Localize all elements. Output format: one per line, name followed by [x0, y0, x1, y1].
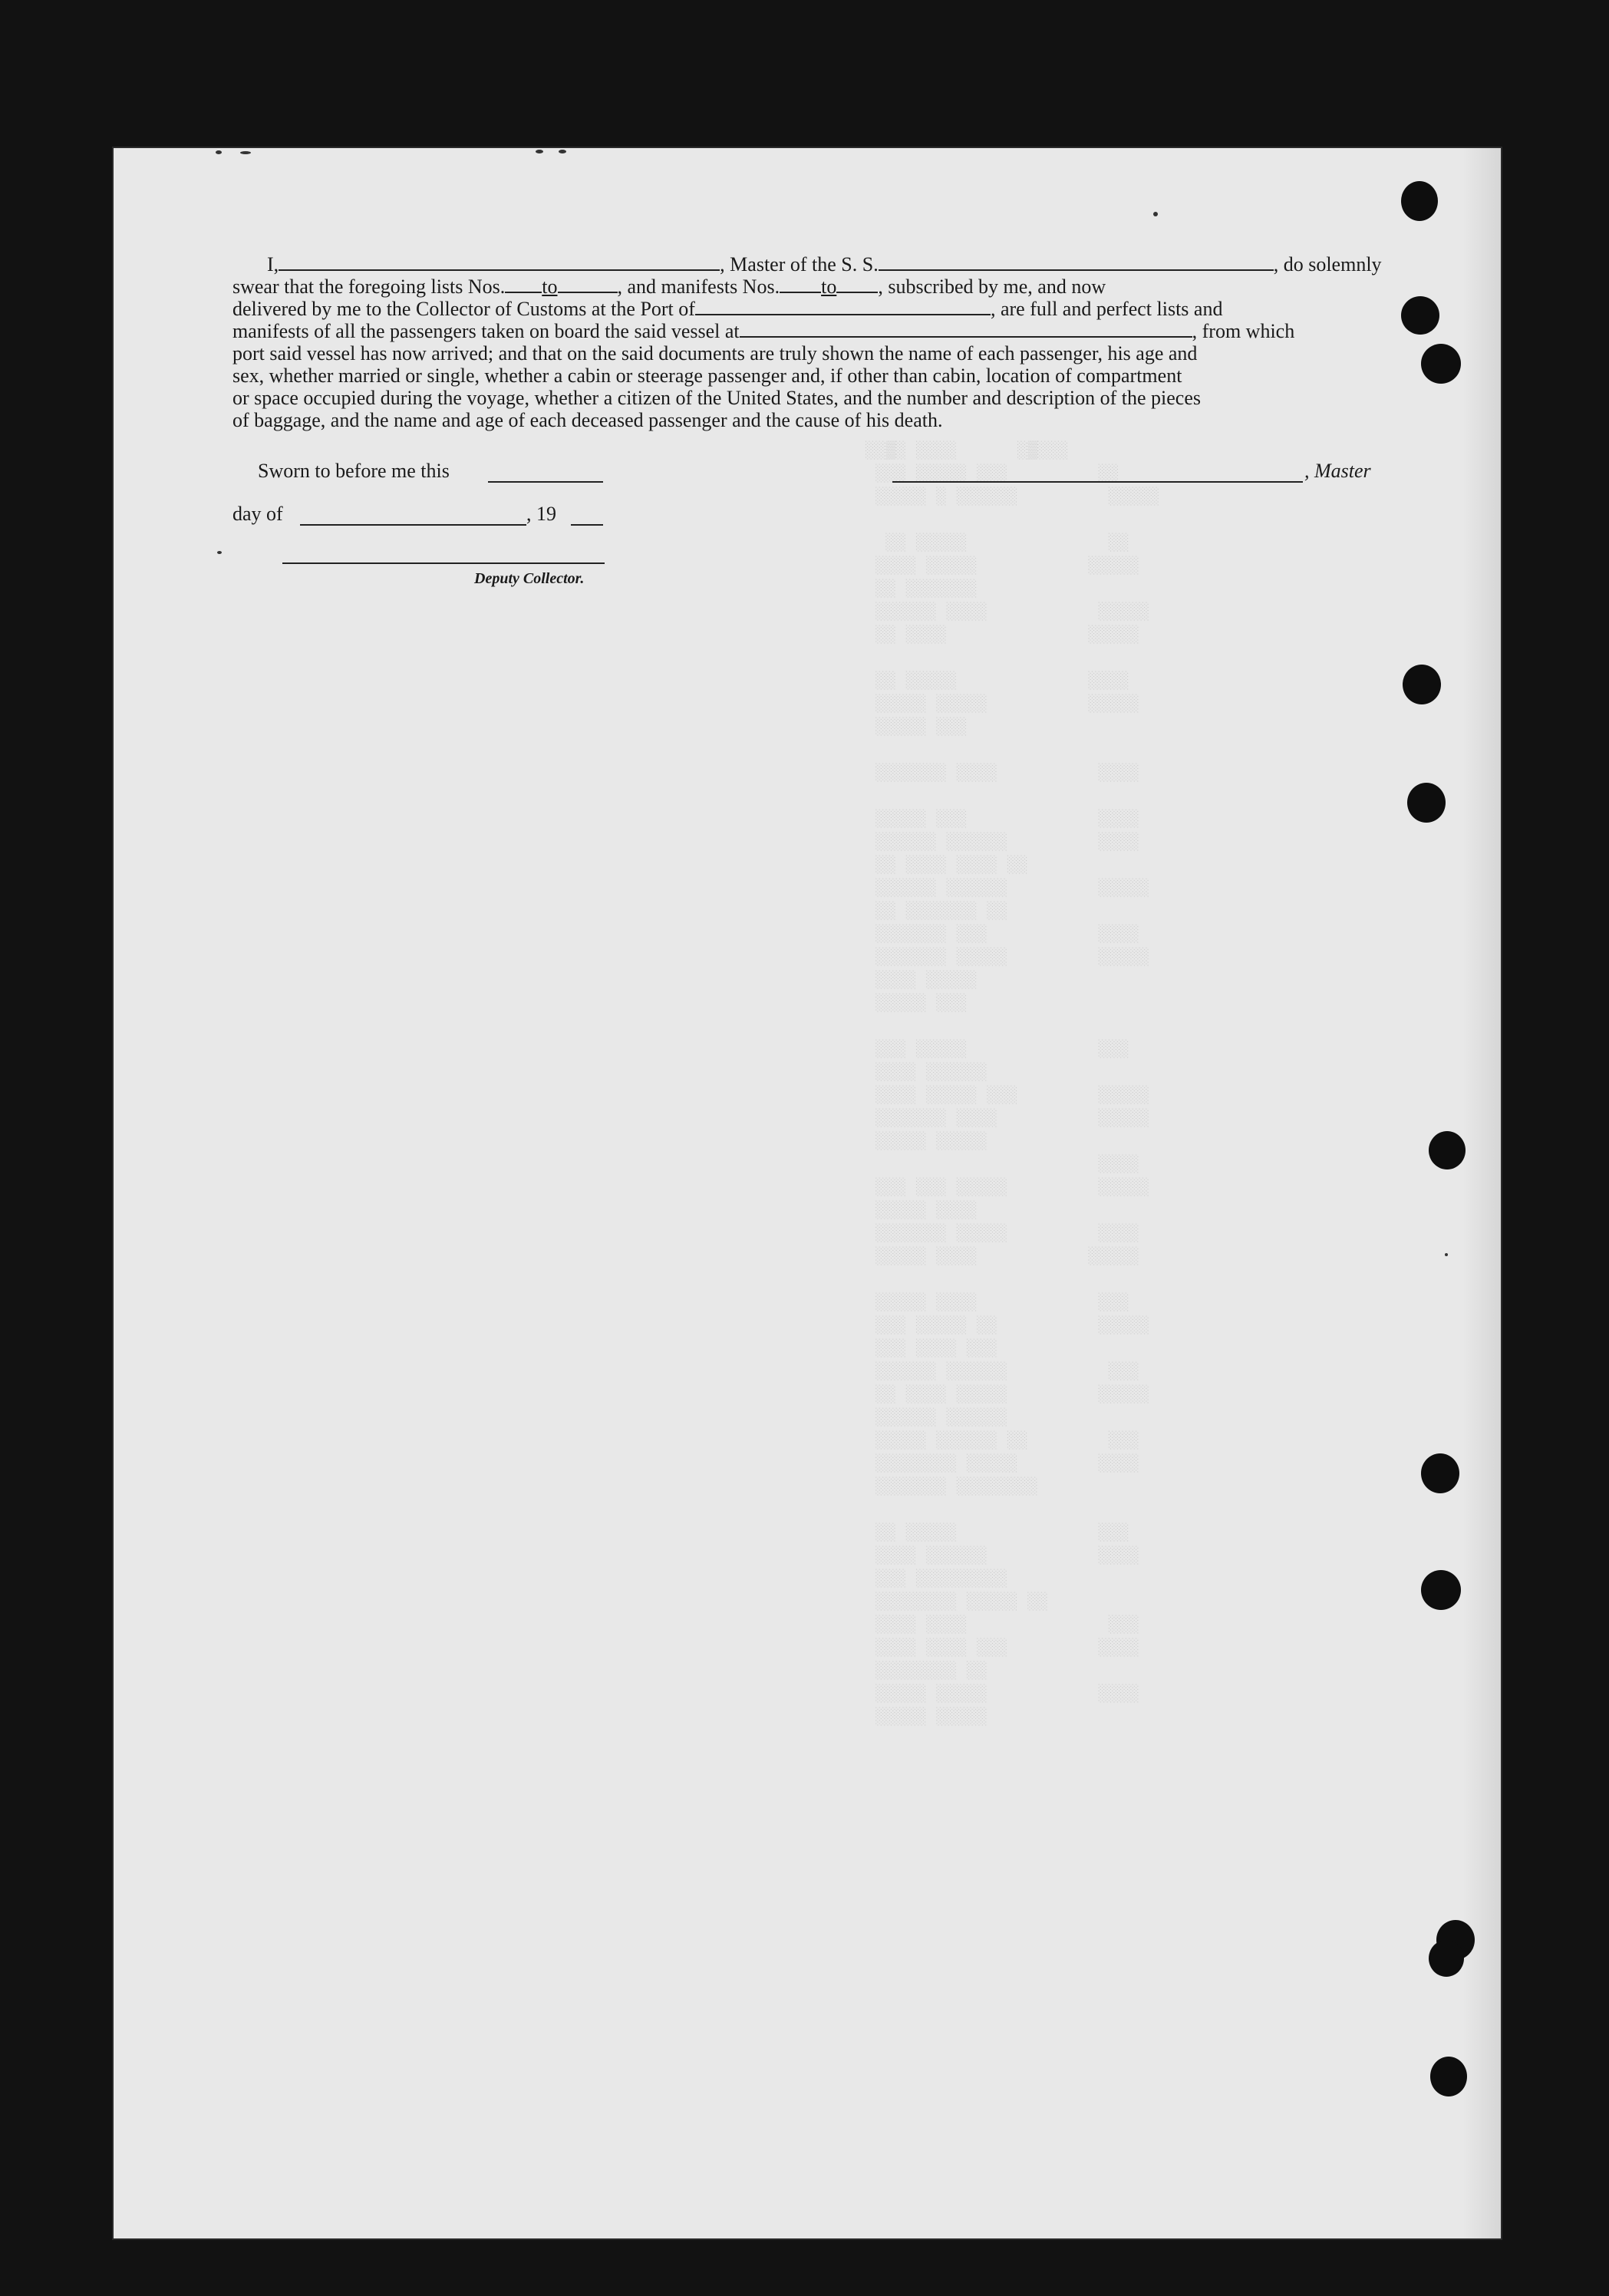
- manifests-nos-label: , and manifests Nos.: [617, 275, 780, 298]
- taken-on-board-label: manifests of all the passengers taken on board the said vessel at: [232, 320, 740, 342]
- punch-hole: [1421, 344, 1461, 384]
- oath-line-8: of baggage, and the name and age of each deceased passenger and the cause of his death.: [232, 409, 943, 431]
- lists-to-label: to: [542, 275, 558, 298]
- deputy-collector-label: Deputy Collector.: [474, 570, 585, 587]
- ink-speck: [217, 551, 222, 554]
- oath-line-7: or space occupied during the voyage, whether a citizen of the United States, and the number and description of the pieces: [232, 387, 1202, 409]
- punch-hole: [1401, 181, 1438, 221]
- punch-hole: [1429, 1131, 1466, 1169]
- oath-line-6: sex, whether married or single, whether a cabin or steerage passenger and, if other than cabin, location of compartment: [232, 365, 1182, 387]
- oath-line-4: [232, 320, 1487, 342]
- year-blank: [571, 524, 603, 526]
- punch-hole: [1407, 783, 1446, 823]
- lists-to-blank: [558, 291, 618, 293]
- master-signature-blank: [892, 481, 1303, 483]
- ship-name-blank: [879, 269, 1274, 271]
- bleed-through-texture: ░░▒░ ░░░░ ░▒░░░ ░░░ ░░░░░ ░░░ ░░ ░░░░░ ░ ░░░░░░ ░░░░░ ░░ ░░░░░ ░░ ░░░░ ░░░░░ ░░░░░ ░░ ░░░░░░░ ░░░░░░ ░░░░ ░░░░░ ░░ ░░░░ ░░░░░ ░░ ░░░░░ ░░░░ ░░░░░ ░░░░░ ░░░░░ ░░░░░ ░░░ ░░░░░░░ ░░░░ ░░░░ ░░░░░ ░░░ ░░░░ ░░░░░░ ░░░░░░ ░░░░ ░░ ░░░░ ░░░░ ░░ ░░░░░░ ░░░░░░ ░░░░░ ░░ ░░░░░░░ ░░ ░░░░░░░ ░░░ ░░░░ ░░░░░░░ ░░░░░ ░░░░░ ░░░░ ░░░░░ ░░░░░ ░░░ ░░░ ░░░░░ ░░░ ░░░░ ░░░░░░ ░░░░ ░░░░░ ░░░ ░░░░░ ░░░░░░░ ░░░░ ░░░░░ ░░░░░ ░░░░░ ░░░░ ░░░ ░░░ ░░░░░ ░░░░░ ░░░░░ ░░░░ ░░░░░░░ ░░░░░ ░░░░ ░░░░░ ░░░░ ░░░░░ ░░░░░ ░░░░ ░░░ ░░░ ░░░░░ ░░ ░░░░░ ░░░ ░░░░ ░░░ ░░░░░░ ░░░░░░ ░░░ ░░ ░░░░ ░░░░░ ░░░░░ ░░░░░░ ░░░░░░ ░░░░░ ░░░░░░ ░░ ░░░ ░░░░░░░░ ░░░░░ ░░░░ ░░░░░░░ ░░░░░░░░ ░░ ░░░░░ ░░░ ░░░░ ░░░░░░ ░░░░ ░░░ ░░░░░░░░░ ░░░░░░░░ ░░░░░ ░░ ░░░░ ░░░░ ░░░ ░░░░ ░░░░ ░░░ ░░░░ ░░░░░░░░ ░░ ░░░░░ ░░░░░ ░░░░ ░░░░░ ░░░░░: [865, 441, 1159, 1727]
- port-of-label: delivered by me to the Collector of Customs at the Port of: [232, 298, 695, 320]
- oath-line-5: port said vessel has now arrived; and that on the said documents are truly shown the name of each passenger, his age and: [232, 342, 1198, 365]
- subscribed-label: , subscribed by me, and now: [878, 275, 1106, 298]
- punch-hole: [1429, 1940, 1464, 1977]
- master-of-ss-label: , Master of the S. S.: [720, 253, 879, 275]
- ink-speck: [536, 150, 543, 153]
- punch-hole: [1430, 2057, 1467, 2096]
- oath-line-3: [232, 298, 1487, 320]
- port-name-blank: [695, 313, 991, 315]
- oath-line-1: [232, 253, 1487, 275]
- punch-hole: [1421, 1453, 1459, 1493]
- ink-speck: [1445, 1253, 1448, 1256]
- deputy-collector-signature-blank: [282, 562, 605, 564]
- punch-hole: [1421, 1570, 1461, 1610]
- oath-line-2: [232, 275, 1487, 298]
- paper-sheet: [114, 148, 1501, 2238]
- sworn-label: Sworn to before me this: [258, 460, 450, 482]
- punch-hole: [1403, 665, 1441, 704]
- departure-port-blank: [740, 335, 1192, 338]
- month-blank: [300, 524, 526, 526]
- full-perfect-label: , are full and perfect lists and: [990, 298, 1223, 320]
- day-of-label: day of: [232, 503, 283, 525]
- year-prefix-label: , 19: [526, 503, 556, 525]
- lists-nos-label: swear that the foregoing lists Nos.: [232, 275, 506, 298]
- sworn-date-blank: [488, 481, 603, 483]
- punch-hole: [1401, 296, 1439, 335]
- lists-from-blank: [505, 291, 542, 293]
- master-signature-label: , Master: [1304, 460, 1371, 482]
- oath-paragraph: [232, 253, 1487, 431]
- manifests-from-blank: [780, 291, 821, 293]
- do-solemnly-label: , do solemnly: [1273, 253, 1382, 275]
- ink-speck: [240, 151, 251, 154]
- master-name-blank: [279, 269, 720, 271]
- manifests-to-label: to: [821, 275, 837, 298]
- oath-i-label: I,: [267, 253, 279, 275]
- ink-speck: [1153, 212, 1158, 216]
- manifests-to-blank: [836, 291, 878, 293]
- from-which-label: , from which: [1192, 320, 1295, 342]
- ink-speck: [559, 150, 566, 153]
- ink-speck: [216, 150, 222, 154]
